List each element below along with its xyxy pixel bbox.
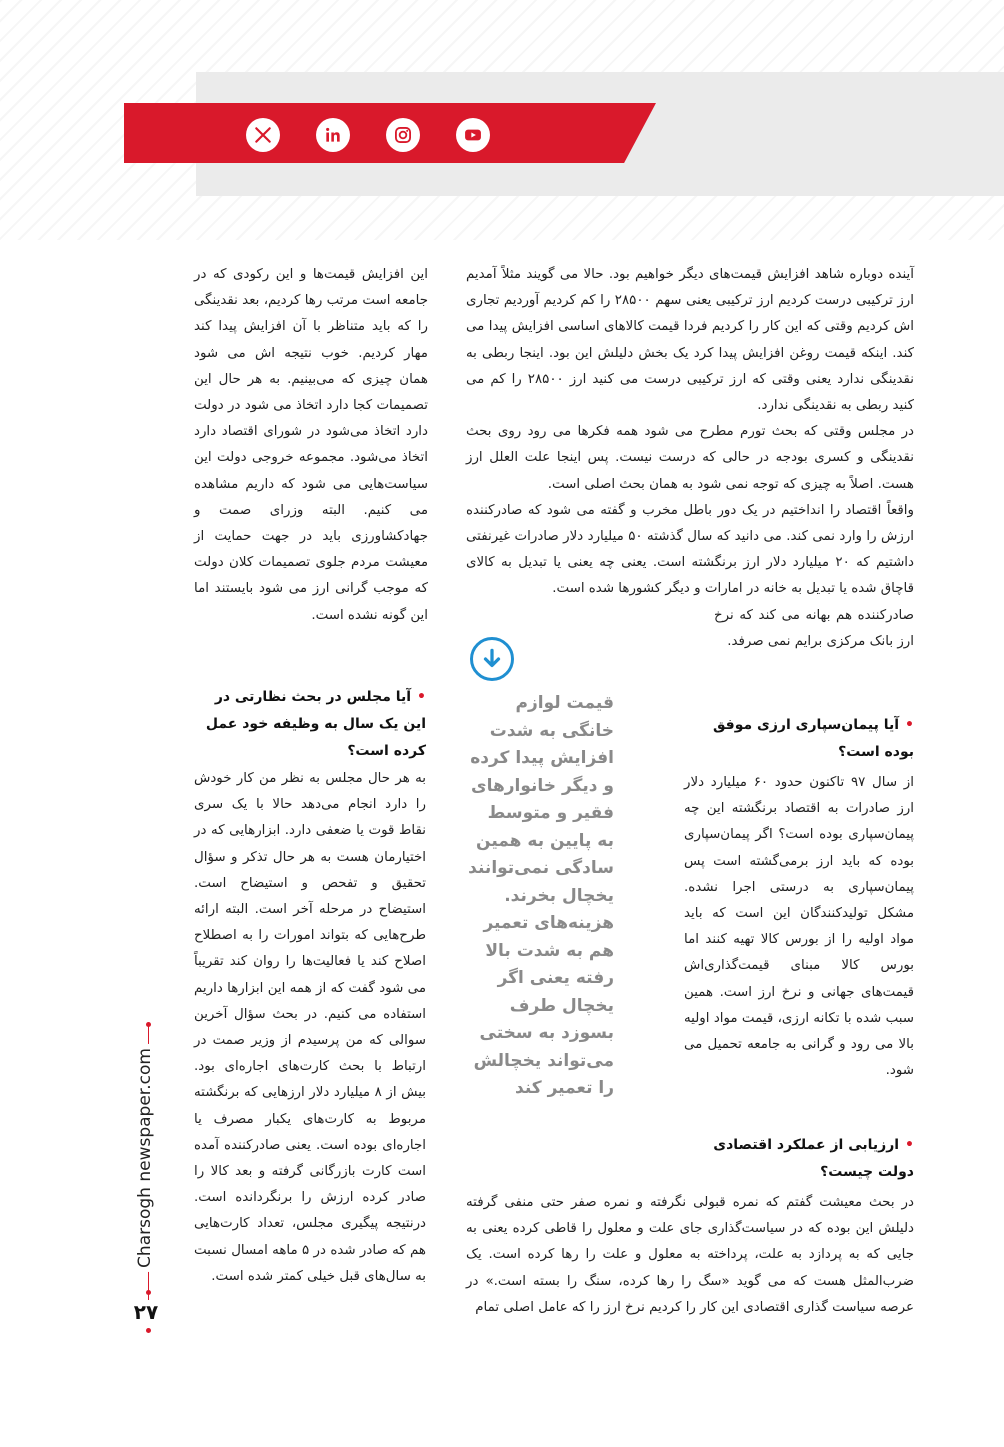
paragraph: صادرکننده هم بهانه می کند که نرخ ارز بانک مرکزی برایم نمی صرفد. (714, 607, 914, 649)
divider-dot (146, 1022, 151, 1027)
youtube-icon[interactable] (456, 118, 490, 152)
bullet-icon: • (905, 717, 914, 733)
paragraph: آینده دوباره شاهد افزایش قیمت‌های دیگر خواهیم بود. حالا می گویند مثلاً آمدیم ارز ترکیبی درست کردیم ارز ترکیبی یعنی سهم ۲۸۵۰۰ را کم کردیم آوردیم تجاری اش کردیم وقتی که این کار را کردیم فردا قیمت کالاهای اساسی افزایش پیدا می کند. اینکه قیمت روغن افزایش پیدا کرد یک بخش دلیلش این بود. اینجا ربطی به نقدینگی ندارد یعنی وقتی که ارز ترکیبی درست می کنید ارز ۲۸۵۰۰ را کم می کنید ربطی به نقدینگی ندارد. (466, 267, 914, 414)
divider-dot (146, 1328, 151, 1333)
arrow-down-circle-icon (470, 637, 514, 681)
paragraph: به هر حال مجلس به نظر من کار خودش را دارد انجام می‌دهد حالا با یک سری نقاط قوت یا ضعفی دارد. ابزارهایی که در اختیارمان هست به هر حال تذکر و سؤال تحقیق و تفحص و استیضاح است. استیضاح در مرحله آخر است. البته ارائه طرح‌هایی که بتواند امورات را به اصطلاح اصلاح کند یا فعالیت‌ها را روان کند تقریباً می شود گفت که از همه این ابزارها داریم استفاده می کنیم. در بحث سؤال آخرین سوالی که من پرسیدم از وزیر صمت در ارتباط با بحث کارت‌های اجاره‌ای بود. بیش از ۸ میلیارد دلار ارزهایی که برنگشته مربوط به کارت‌های یکبار مصرف یا اجاره‌ای بوده است. یعنی صادرکننده آمده است کارت بازرگانی گرفته و بعد کالا را صادر کرده ارزش را برنگردانده است. درنتیجه پیگیری مجلس، تعداد کارت‌هایی هم که صادر شده در ۵ ماهه امسال نسبت به سال‌های قبل خیلی کمتر شده است. (194, 771, 427, 1284)
paragraph: واقعاً اقتصاد را انداختیم در یک دور باطل مخرب و گفته می شود که صادرکننده ارزش را وارد نمی کند. می دانید که سال گذشته ۵۰ میلیارد دلار صادرات غیرنفتی داشتیم که ۲۰ میلیارد دلار ارز برنگشته است. یعنی چه یعنی یا تبدیل به کالای قاچاق شده یا تبدیل به خانه در امارات و دیگر کشورها شده است. (466, 502, 914, 597)
paragraph: در بحث معیشت گفتم که نمره قبولی نگرفته و نمره صفر حتی منفی گرفته دلیلش این بوده که در سیاست‌گذاری جای علت و معلول را قاطی کرده یعنی به جایی که به پردازد به علت، پرداخته به معلول و علت را رها کرده است. یک ضرب‌المثل هست که می گوید «سگ را رها کرده، سنگ را بسته است.» در عرصه سیاست گذاری اقتصادی این کار را کردیم نرخ ارز را که عامل اصلی تمام (466, 1195, 914, 1315)
paragraph: در مجلس وقتی که بحث تورم مطرح می شود همه فکرها می رود روی بحث نقدینگی و کسری بودجه در حالی که درست نیست. پس اینجا علت العلل ارز هست. اصلاً به چیزی که توجه نمی شود به همان بحث اصلی است. (466, 424, 914, 492)
answer-block (466, 1190, 914, 1321)
answer-block (684, 770, 914, 1084)
instagram-icon[interactable] (386, 118, 420, 152)
article-column-right (466, 262, 914, 655)
question-heading: •آیا پیمان‌سپاری ارزی موفق بوده است؟ (712, 717, 914, 760)
linkedin-icon[interactable] (316, 118, 350, 152)
question-heading: •ارزیابی از عملکرد اقتصادی دولت چیست؟ (713, 1137, 914, 1180)
answer-block (194, 766, 426, 1290)
page-number: ۲۷ (128, 1300, 164, 1324)
bullet-icon: • (905, 1137, 914, 1153)
x-icon[interactable] (246, 118, 280, 152)
social-icons (246, 118, 490, 152)
paragraph: از سال ۹۷ تاکنون حدود ۶۰ میلیارد دلار ارز صادرات به اقتصاد برنگشته این چه پیمان‌سپاری بوده است؟ اگر پیمان‌سپاری بوده که باید ارز برمی‌گشته است پس پیمان‌سپاری به درستی اجرا نشده. مشکل تولیدکنندگان این است که باید مواد اولیه را از بورس کالا تهیه کنند اما بورس کالا مبنای قیمت‌گذاری‌اش قیمت‌های جهانی و نرخ ارز است. همین سبب شده با تکانه ارزی، قیمت مواد اولیه بالا می رود و گرانی به جامعه تحمیل می شود. (684, 775, 914, 1079)
paragraph: این افزایش قیمت‌ها و این رکودی که در جامعه است مرتب رها کردیم، بعد نقدینگی را که باید متناظر با آن افزایش پیدا کند مهار کردیم. خوب نتیجه اش می شود همان چیزی که می‌بینیم. به هر حال این تصمیمات کجا دارد اتخاذ می شود در دولت دارد اتخاذ می‌شود در شورای اقتصاد دارد اتخاذ می‌شود. مجموعه خروجی دولت این سیاست‌هایی می شود که داریم مشاهده می کنیم. البته وزرای صمت و جهادکشاورزی باید در جهت حمایت از معیشت مردم جلوی تصمیمات کلان دولت که موجب گرانی ارز می شود بایستند اما این گونه نشده است. (194, 267, 428, 623)
pull-quote: قیمت لوازم خانگی به شدت افزایش پیدا کرده و دیگر خانوارهای فقیر و متوسط به پایین به همین سادگی نمی‌توانند یخچال بخرند. هزینه‌های تعمیر هم به شدت بالا رفته یعنی اگر یخچال طرف بسوزد به سختی می‌تواند یخچالش را تعمیر کند (468, 693, 614, 1098)
bullet-icon: • (417, 689, 426, 705)
site-url[interactable]: Charsogh newspaper.com (130, 1040, 160, 1276)
divider-dot (146, 1290, 151, 1295)
article-column-left (194, 262, 428, 629)
question-heading: •آیا مجلس در بحث نظارتی در این یک سال به وظیفه خود عمل کرده است؟ (205, 689, 426, 759)
